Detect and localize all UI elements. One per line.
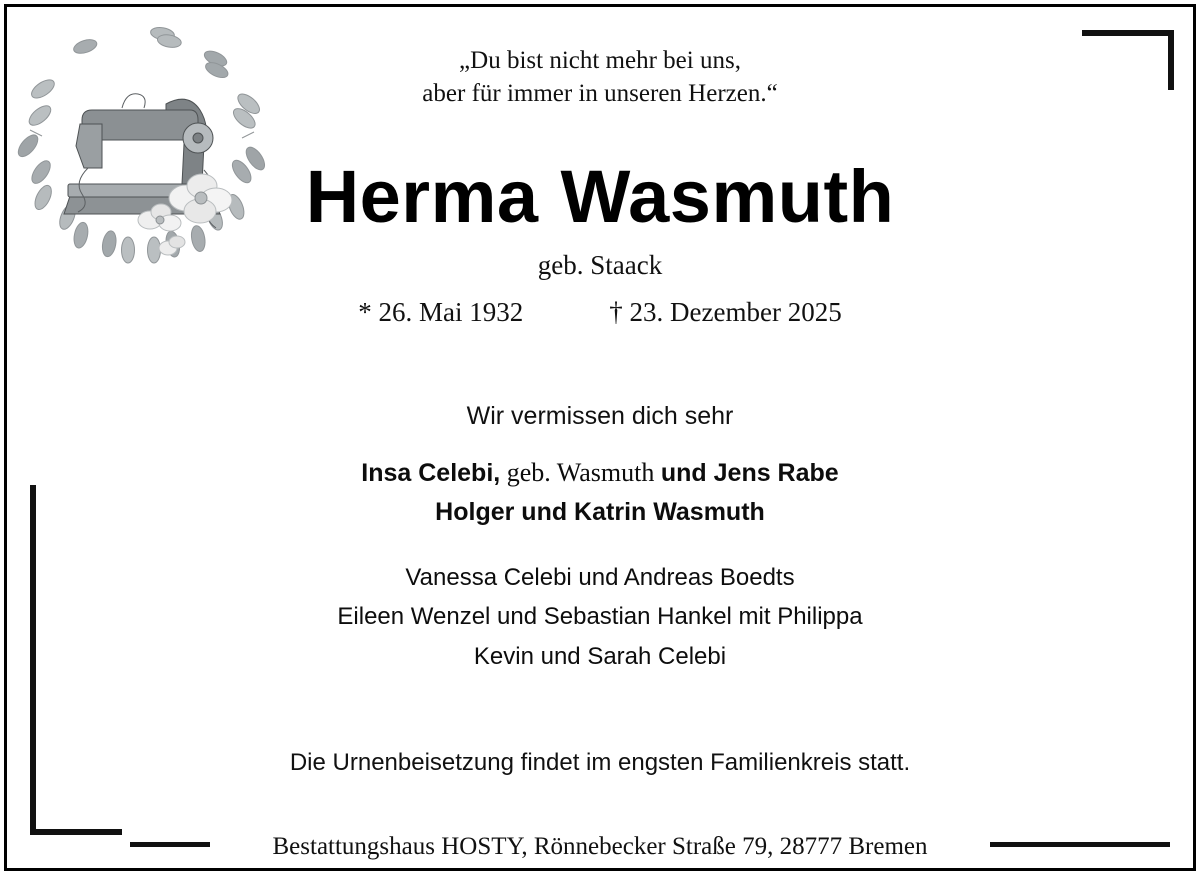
- mourner-line-1: [200, 453, 1000, 493]
- death-date: † 23. Dezember 2025: [609, 296, 842, 327]
- mourner-line-2: Holger und Katrin Wasmuth: [435, 497, 765, 526]
- mourners-primary: [200, 453, 1000, 532]
- mourner-line-1-bold-b: und Jens Rabe: [660, 458, 839, 487]
- mourner-line-1-bold-a: Insa Celebi,: [361, 458, 501, 487]
- maiden-name: geb. Staack: [537, 249, 663, 280]
- mourner-line-4: Eileen Wenzel und Sebastian Hankel mit Philippa: [337, 603, 863, 631]
- life-dates: [200, 297, 1000, 328]
- quote-line-1: „Du bist nicht mehr bei uns,: [459, 47, 741, 74]
- first-name: Herma: [305, 155, 539, 238]
- quote-line-2: aber für immer in unseren Herzen.“: [422, 80, 778, 107]
- birth-date: * 26. Mai 1932: [358, 296, 524, 327]
- corner-bracket-bottom-left: [30, 485, 122, 835]
- deceased-name: [200, 155, 1000, 238]
- mourner-line-1-regular: geb. Wasmuth: [500, 457, 661, 487]
- last-name: Wasmuth: [560, 155, 895, 238]
- mourners-secondary: [200, 558, 1000, 677]
- corner-bracket-top-right: [1082, 30, 1174, 90]
- funeral-home-footer: Bestattungshaus HOSTY, Rönnebecker Straße 79, 28777 Bremen: [272, 833, 928, 860]
- quote-block: [200, 44, 1000, 110]
- mourner-line-3: Vanessa Celebi und Andreas Boedts: [405, 563, 795, 591]
- burial-notice: Die Urnenbeisetzung findet im engsten Familienkreis statt.: [289, 748, 911, 776]
- missing-text: Wir vermissen dich sehr: [466, 401, 734, 430]
- mourner-line-5: Kevin und Sarah Celebi: [473, 642, 727, 670]
- obituary-text-column: [200, 44, 1000, 777]
